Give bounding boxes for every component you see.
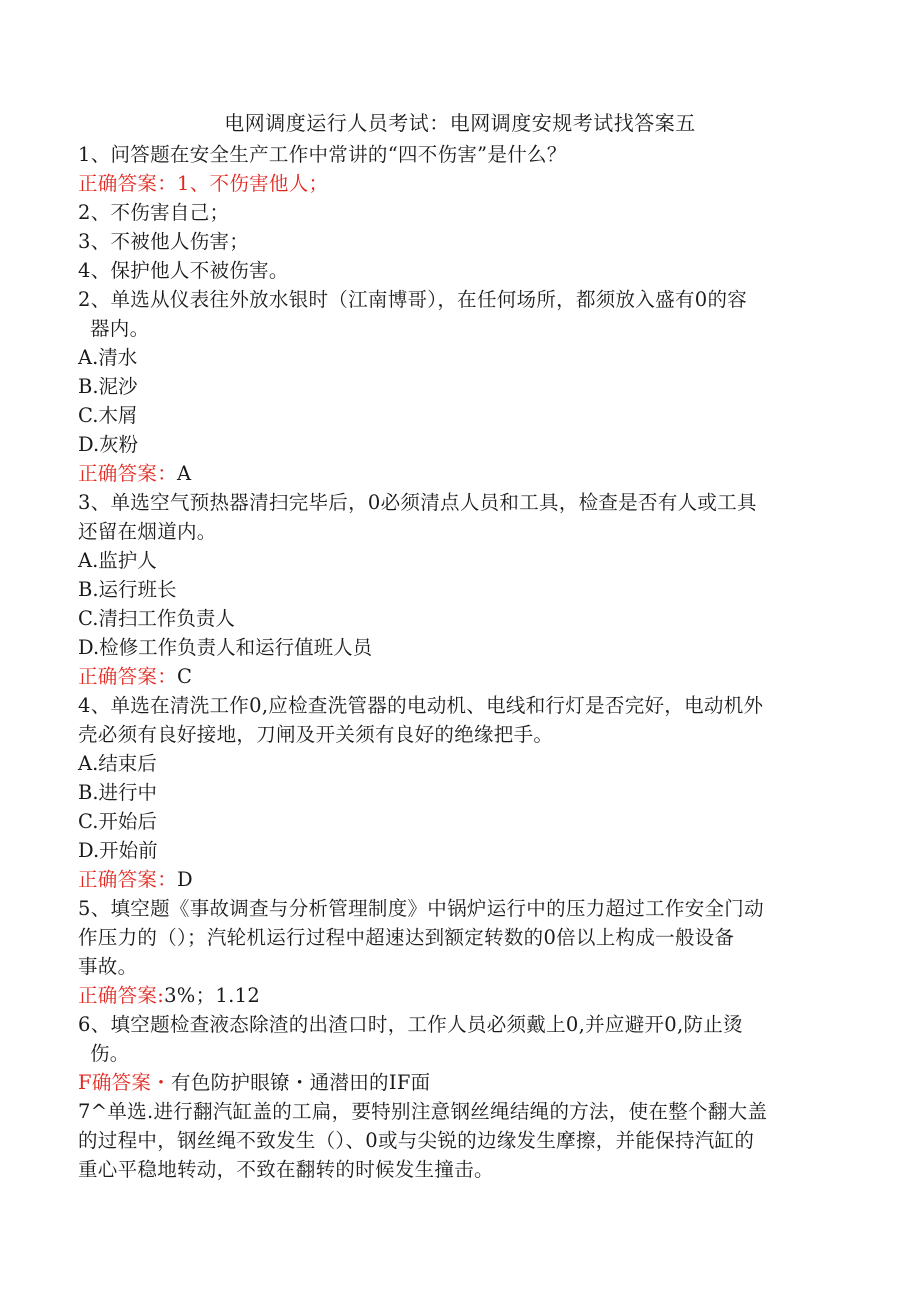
q1-answer-3: 3、不被他人伤害； — [78, 230, 250, 253]
q3-option-b: B.运行班长 — [78, 578, 177, 601]
q3-stem-line2: 还留在烟道内。 — [78, 520, 217, 543]
q4-option-c: C.开始后 — [78, 810, 157, 833]
document-body — [78, 140, 838, 1184]
q6-answer-value: 有色防护眼镣・通潜田的IF面 — [171, 1071, 431, 1094]
q5-answer-label: 正确答案: — [78, 984, 165, 1007]
q3-answer-label: 正确答案： — [78, 665, 178, 688]
q7-stem-line2: 的过程中，钢丝绳不致发生（）、0或与尖锐的边缘发生摩擦，并能保持汽缸的 — [78, 1129, 755, 1152]
q4-stem-line1: 4、单选在清洗工作0,应检查洗管器的电动机、电线和行灯是否完好，电动机外 — [78, 694, 764, 717]
q6-stem-line2: 伤。 — [90, 1042, 130, 1065]
q1-answer-line — [78, 169, 838, 198]
q5-stem-line3: 事故。 — [78, 955, 138, 978]
q4-answer-line — [78, 865, 838, 894]
q1-answer-label: 正确答案： — [78, 172, 178, 195]
q6-stem-line1: 6、填空题检查液态除渣的出渣口时，工作人员必须戴上0,并应避开0,防止烫 — [78, 1013, 743, 1036]
q7-stem-line3: 重心平稳地转动，不致在翻转的时候发生撞击。 — [78, 1158, 494, 1181]
q1-answer-1: 1、不伤害他人； — [177, 172, 329, 195]
q5-answer-value: 3%；1.12 — [164, 984, 261, 1007]
q2-stem-line2: 器内。 — [90, 317, 150, 340]
q4-stem-line2: 壳必须有良好接地，刀闸及开关须有良好的绝缘把手。 — [78, 723, 554, 746]
q2-option-d: D.灰粉 — [78, 433, 139, 456]
q1-answer-4: 4、保护他人不被伤害。 — [78, 259, 289, 282]
q2-answer-label: 正确答案： — [78, 462, 178, 485]
q3-answer-line — [78, 662, 838, 691]
q4-answer-value: D — [177, 868, 193, 891]
q4-option-b: B.进行中 — [78, 781, 158, 804]
q2-answer-line — [78, 459, 838, 488]
q4-option-d: D.开始前 — [78, 839, 158, 862]
q2-option-c: C.木屑 — [78, 404, 138, 427]
q5-answer-line — [78, 981, 838, 1010]
q6-answer-label: F确答案・ — [78, 1071, 172, 1094]
q3-answer-value: C — [177, 665, 193, 688]
q3-option-c: C.清扫工作负责人 — [78, 607, 235, 630]
q1-answer-2: 2、不伤害自己； — [78, 201, 230, 224]
q2-answer-value: A — [177, 462, 192, 485]
q5-stem-line2: 作压力的（）；汽轮机运行过程中超速达到额定转数的0倍以上构成一般设备 — [78, 926, 735, 949]
q3-stem-line1: 3、单选空气预热器清扫完毕后，0必须清点人员和工具，检查是否有人或工具 — [78, 491, 757, 514]
q2-option-a: A.清水 — [78, 346, 138, 369]
q2-stem-line1: 2、单选从仪表往外放水银时（江南博哥），在任何场所，都须放入盛有0的容 — [78, 288, 748, 311]
q7-stem-line1: 7^单选.进行翻汽缸盖的工扁，要特别注意钢丝绳结绳的方法，使在整个翻大盖 — [78, 1100, 768, 1123]
q5-stem-line1: 5、填空题《事故调查与分析管理制度》中锅炉运行中的压力超过工作安全门动 — [78, 897, 764, 920]
q3-option-a: A.监护人 — [78, 549, 157, 572]
q3-option-d: D.检修工作负责人和运行值班人员 — [78, 636, 373, 659]
q1-stem: 1、问答题在安全生产工作中常讲的“四不伤害”是什么？ — [78, 143, 567, 166]
q4-answer-label: 正确答案： — [78, 868, 178, 891]
document-title: 电网调度运行人员考试：电网调度安规考试找答案五 — [224, 111, 696, 135]
q4-option-a: A.结束后 — [78, 752, 157, 775]
q6-answer-line — [78, 1068, 838, 1097]
q2-option-b: B.泥沙 — [78, 375, 138, 398]
